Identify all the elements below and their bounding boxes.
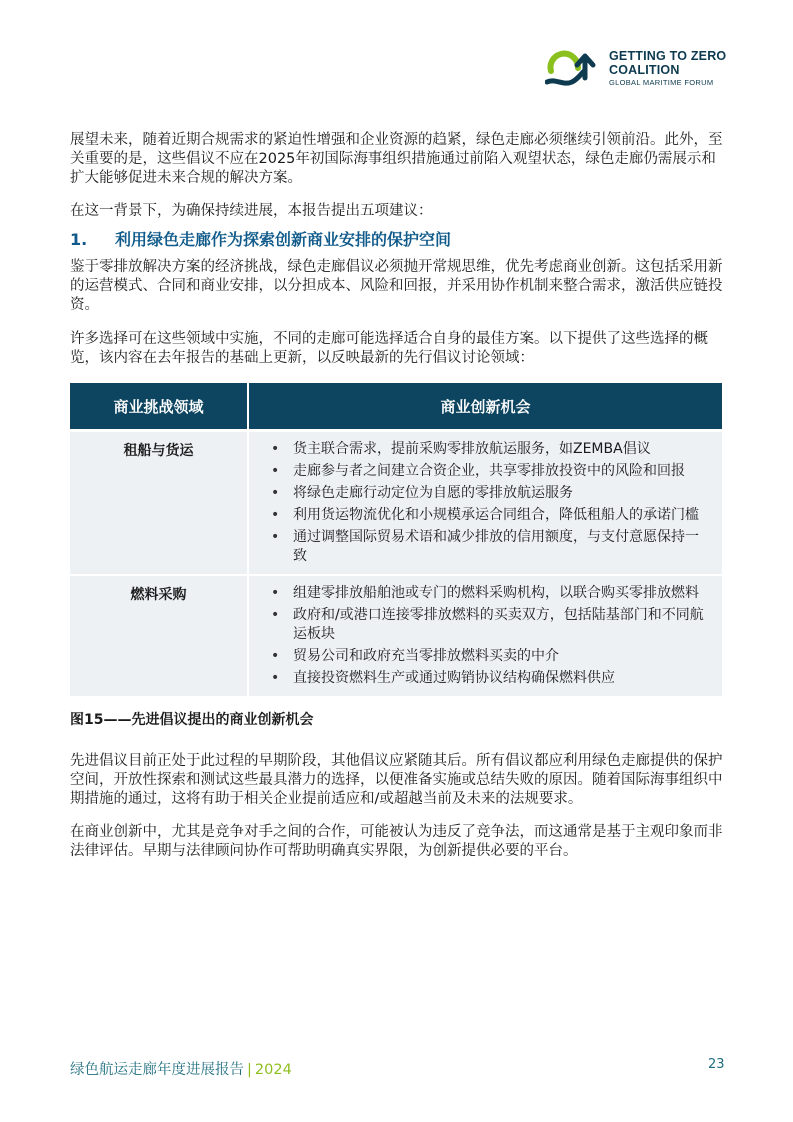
- table-header-row: [70, 383, 722, 431]
- list-item: • 直接投资燃料生产或通过购销协议结构确保燃料供应: [271, 669, 712, 688]
- chartering-list: [271, 440, 712, 566]
- heading-number: 1.: [70, 230, 88, 249]
- heading-text: 利用绿色走廊作为探索创新商业安排的保护空间: [115, 230, 452, 249]
- coalition-logo: [545, 44, 745, 94]
- economic-paragraph: 鉴于零排放解决方案的经济挑战，绿色走廊倡议必须抛开常规思维，优先考虑商业创新。这包括采用新的运营模式、合同和商业安排，以分担成本、风险和回报，并采用协作机制来整合需求，激活供应链投资。: [70, 259, 723, 313]
- list-item: • 通过调整国际贸易术语和减少排放的信用额度，与支付意愿保持一致: [271, 528, 712, 566]
- list-item: • 利用货运物流优化和小规模承运合同组合，降低租船人的承诺门槛: [271, 506, 712, 525]
- figure-caption: 图15——先进倡议提出的商业创新机会: [70, 712, 314, 728]
- table-row: [70, 575, 722, 696]
- header-challenge-area: 商业挑战领域: [70, 383, 248, 431]
- footer-title: 绿色航运走廊年度进展报告: [70, 1062, 244, 1078]
- table-row: [70, 431, 722, 576]
- logo-line-1: GETTING TO ZERO: [609, 49, 727, 63]
- competition-paragraph: 在商业创新中，尤其是竞争对手之间的合作，可能被认为违反了竞争法，而这通常是基于主观印象而非法律评估。早期与法律顾问协作可帮助明确真实界限，为创新提供必要的平台。: [70, 824, 723, 859]
- page-number: 23: [708, 1057, 725, 1072]
- intro-paragraph: 展望未来，随着近期合规需求的紧迫性增强和企业资源的趋紧，绿色走廊必须继续引领前沿。此外，至关重要的是，这些倡议不应在2025年初国际海事组织措施通过前陷入观望状态，绿色走廊仍需展示和扩大能够促进未来合规的解决方案。: [70, 132, 723, 186]
- list-item: • 走廊参与者之间建立合资企业，共享零排放投资中的风险和回报: [271, 462, 712, 481]
- list-item: • 政府和/或港口连接零排放燃料的买卖双方，包括陆基部门和不同航运板块: [271, 606, 712, 644]
- footer-year: 2024: [254, 1062, 292, 1078]
- logo-line-3: GLOBAL MARITIME FORUM: [609, 78, 714, 87]
- list-item: • 组建零排放船舶池或专门的燃料采购机构，以联合购买零排放燃料: [271, 584, 712, 603]
- logo-line-2: COALITION: [609, 63, 680, 77]
- footer: [70, 1058, 292, 1079]
- list-item: • 将绿色走廊行动定位为自愿的零排放航运服务: [271, 484, 712, 503]
- early-stage-paragraph: 先进倡议目前正处于此过程的早期阶段，其他倡议应紧随其后。所有倡议都应利用绿色走廊提供的保护空间，开放性探索和测试这些最具潜力的选择，以便准备实施或总结失败的原因。随着国际海事组织中期措施的通过，这将有助于相关企业提前适应和/或超越当前及未来的法规要求。: [70, 753, 723, 807]
- list-item: • 货主联合需求，提前采购零排放航运服务，如ZEMBA倡议: [271, 440, 712, 459]
- fuel-list: [271, 584, 712, 688]
- category-chartering: 租船与货运: [70, 431, 248, 576]
- category-fuel-procurement: 燃料采购: [70, 575, 248, 696]
- recommendation-heading: [70, 229, 723, 251]
- header-innovation-opportunity: 商业创新机会: [248, 383, 722, 431]
- coalition-logo-icon: [545, 44, 601, 92]
- list-item: • 贸易公司和政府充当零排放燃料买卖的中介: [271, 647, 712, 666]
- page-content: [70, 131, 723, 861]
- innovation-table: [70, 383, 722, 696]
- context-paragraph: 在这一背景下，为确保持续进展，本报告提出五项建议：: [70, 203, 433, 219]
- footer-separator: |: [247, 1062, 252, 1078]
- choices-paragraph: 许多选择可在这些领域中实施，不同的走廊可能选择适合自身的最佳方案。以下提供了这些选择的概览，该内容在去年报告的基础上更新，以反映最新的先行倡议讨论领域：: [70, 331, 708, 366]
